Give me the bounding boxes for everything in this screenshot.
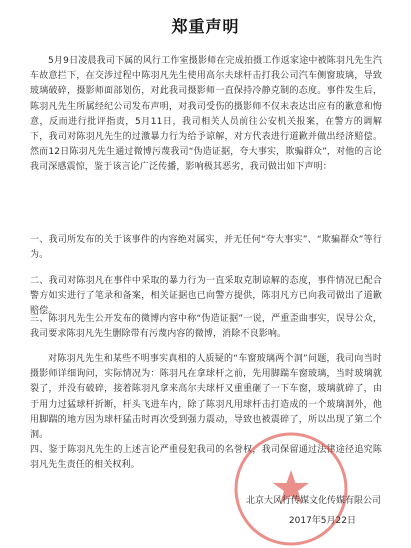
document-title: 郑重声明 bbox=[171, 17, 240, 36]
statement-point-1: 一、我司所发布的关于该事件的内容绝对属实，并无任何“夸大事实”、“欺骗群众”等行为。 bbox=[30, 235, 382, 261]
statement-point-3: 三、陈羽凡先生公开发布的微博内容中称“伪造证据”一说，严重歪曲事实，误导公众，我司要求陈羽凡先生删除带有污蔑内容的微博，消除不良影响。 bbox=[30, 314, 382, 340]
company-signature: 北京大风行传媒文化传媒有限公司 bbox=[245, 496, 381, 506]
intro-paragraph: 5月9日凌晨我司下属的风行工作室摄影师在完成拍摄工作返家途中被陈羽凡先生汽车故意拦下，在交涉过程中陈羽凡先生使用高尔夫球杆击打我公司汽车侧窗玻璃，导致玻璃破碎，摄影师面部划伤，对此我司摄影师一直保持冷静克制的态度。事件发生后，陈羽凡先生所属经纪公司发布声明，对我司受伤的摄影师不仅未表达出应有的歉意和悔意，反而进行批评指责，5月11日，我司相关人员前往公安机关报案，在警方的调解下，我司对陈羽凡先生的过激暴力行为给予谅解，对方代表进行道歉并做出经济赔偿。然而12日陈羽凡先生通过微博污蔑我司“伪造证据，夸大事实，欺骗群众”，对他的言论我司深感震惊，鉴于该言论广泛传播，影响极其恶劣，我司做出如下声明： bbox=[30, 56, 382, 173]
company-seal-stamp bbox=[232, 430, 350, 548]
explanation-paragraph: 对陈羽凡先生和某些不明事实真相的人质疑的“车窗玻璃两个洞”问题，我司向当时摄影师详细询问，实际情况为：陈羽凡在拿球杆之前，先用脚踹车窗玻璃，当时玻璃就裂了，并没有破碎，接着陈羽凡拿来高尔夫球杆又重重砸了一下车窗，玻璃就碎了，由于用力过猛球杆折断，杆头飞进车内，除了陈羽凡用球杆击打造成的一个玻璃洞外，他用脚踹的地方因为球杆猛击时再次受到强力震动，导致也被震碎了，所以出现了第二个洞。 bbox=[30, 354, 382, 441]
statement-point-4: 四、鉴于陈羽凡先生的上述言论严重侵犯我司的名誉权，我司保留通过法律途径追究陈羽凡先生责任的相关权利。 bbox=[30, 445, 382, 471]
statement-point-2: 二、我司对陈羽凡在事件中采取的暴力行为一直采取克制谅解的态度，事件情况已配合警方如实进行了笔录和备案，相关证据也已向警方提供，陈羽凡方已向我司做出了道歉赔偿。 bbox=[30, 276, 382, 317]
statement-date: 2017年5月22日 bbox=[288, 516, 356, 526]
